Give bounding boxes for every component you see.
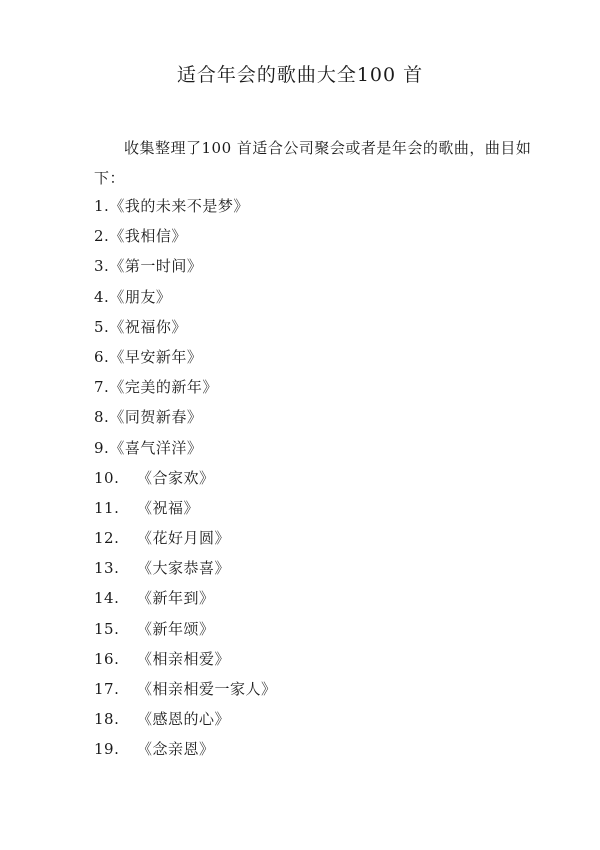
song-list-item bbox=[94, 734, 277, 764]
song-number: 18. bbox=[94, 710, 120, 729]
song-list-item bbox=[94, 221, 277, 251]
song-title: 《同贺新春》 bbox=[109, 408, 203, 427]
song-list-item bbox=[94, 704, 277, 734]
song-list-item bbox=[94, 282, 277, 312]
song-title: 《第一时间》 bbox=[109, 257, 203, 276]
song-title: 《相亲相爱》 bbox=[137, 649, 231, 668]
song-number: 11. bbox=[94, 498, 120, 517]
song-title: 《念亲恩》 bbox=[137, 740, 215, 759]
song-number: 16. bbox=[94, 649, 120, 668]
song-list-item bbox=[94, 644, 277, 674]
song-title: 《新年颂》 bbox=[137, 619, 215, 638]
song-number: 3. bbox=[94, 257, 110, 276]
song-title: 《早安新年》 bbox=[109, 347, 203, 366]
song-title: 《新年到》 bbox=[137, 589, 215, 608]
song-list-item bbox=[94, 342, 277, 372]
intro-paragraph: 收集整理了100 首适合公司聚会或者是年会的歌曲，曲目如下： bbox=[94, 139, 532, 187]
song-list-item bbox=[94, 191, 277, 221]
document-title: 适合年会的歌曲大全100 首 bbox=[176, 64, 424, 86]
song-title: 《花好月圆》 bbox=[137, 529, 231, 548]
song-list-item bbox=[94, 614, 277, 644]
song-list bbox=[94, 191, 277, 765]
song-number: 9. bbox=[94, 438, 110, 457]
song-list-item bbox=[94, 433, 277, 463]
song-number: 7. bbox=[94, 378, 110, 397]
song-list-item bbox=[94, 463, 277, 493]
song-list-item bbox=[94, 493, 277, 523]
song-number: 17. bbox=[94, 680, 120, 698]
song-number: 8. bbox=[94, 408, 110, 427]
song-title: 《我相信》 bbox=[109, 227, 187, 246]
song-number: 6. bbox=[94, 347, 110, 366]
song-number: 2. bbox=[94, 227, 110, 246]
song-title: 《完美的新年》 bbox=[109, 378, 218, 397]
song-title: 《大家恭喜》 bbox=[137, 559, 231, 578]
song-list-item bbox=[94, 251, 277, 281]
song-title: 《相亲相爱一家人》 bbox=[137, 680, 277, 698]
song-number: 19. bbox=[94, 740, 120, 759]
song-title: 《朋友》 bbox=[109, 287, 172, 306]
song-title: 《我的未来不是梦》 bbox=[109, 197, 249, 215]
song-list-item bbox=[94, 583, 277, 613]
song-number: 5. bbox=[94, 317, 110, 336]
song-number: 4. bbox=[94, 287, 110, 306]
song-list-item bbox=[94, 553, 277, 583]
song-number: 10. bbox=[94, 468, 120, 487]
song-list-item bbox=[94, 312, 277, 342]
song-list-item bbox=[94, 402, 277, 432]
song-list-item bbox=[94, 523, 277, 553]
song-title: 《祝福你》 bbox=[109, 317, 187, 336]
song-number: 14. bbox=[94, 589, 120, 608]
song-list-item bbox=[94, 372, 277, 402]
song-number: 15. bbox=[94, 619, 120, 638]
song-list-item bbox=[94, 674, 277, 704]
song-number: 13. bbox=[94, 559, 120, 578]
song-number: 1. bbox=[94, 197, 110, 215]
song-title: 《感恩的心》 bbox=[137, 710, 231, 729]
song-title: 《祝福》 bbox=[137, 498, 200, 517]
song-number: 12. bbox=[94, 529, 120, 548]
song-title: 《喜气洋洋》 bbox=[109, 438, 203, 457]
song-title: 《合家欢》 bbox=[137, 468, 215, 487]
